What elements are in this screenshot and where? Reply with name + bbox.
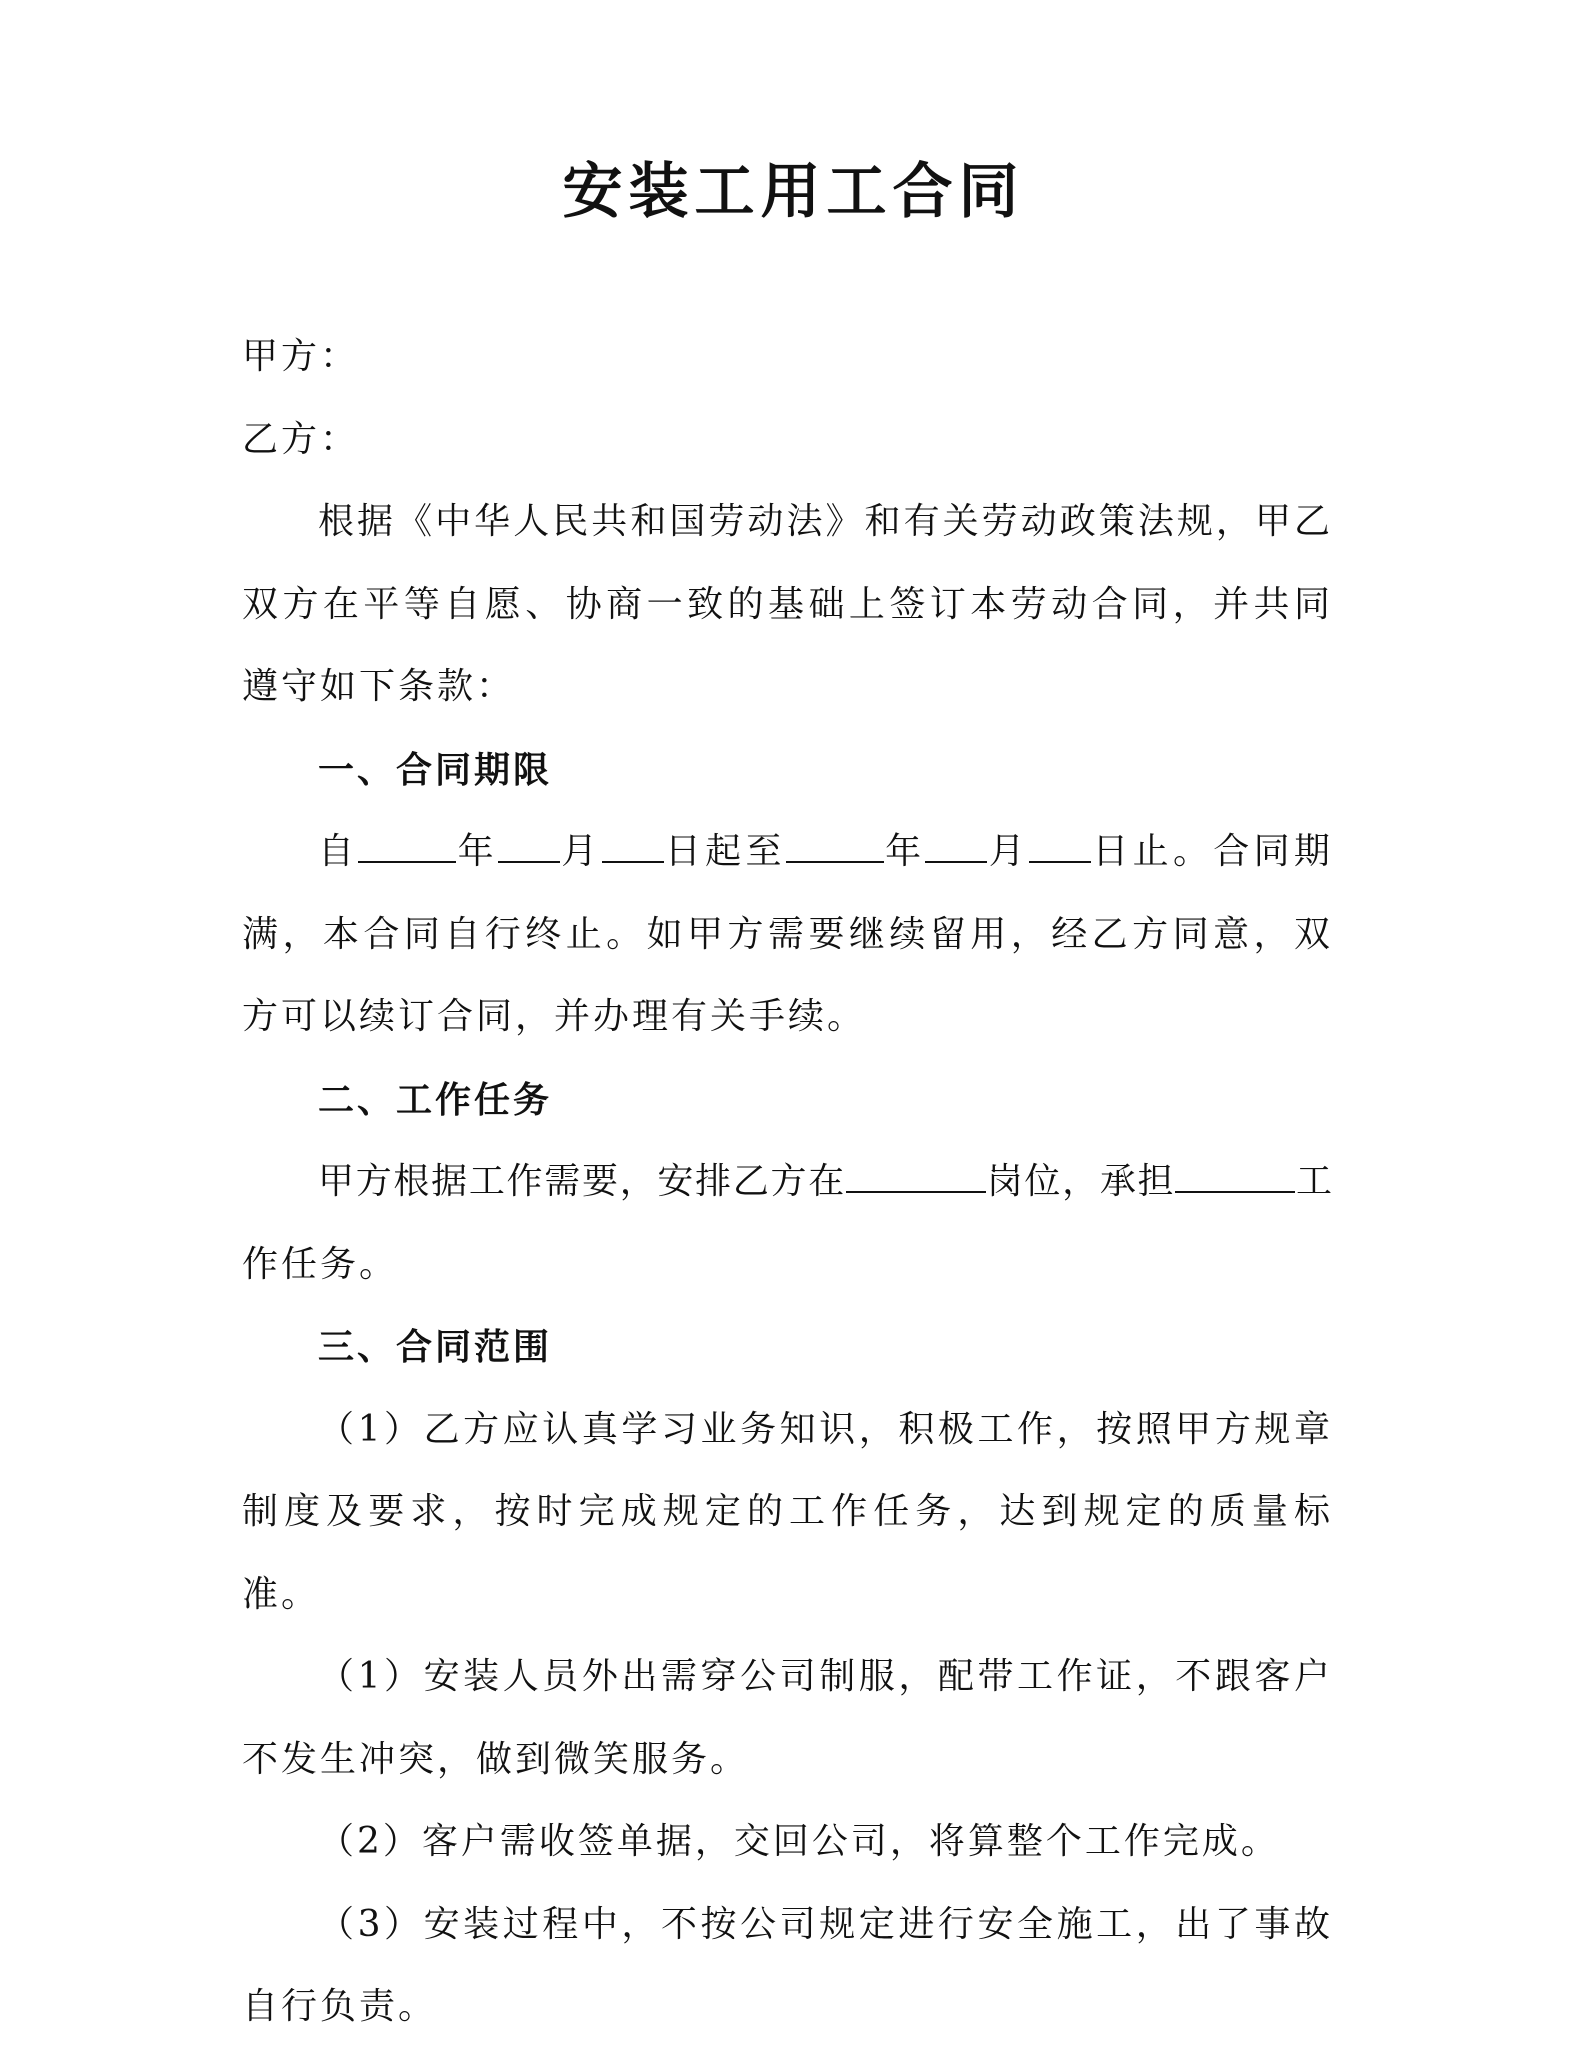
task-line-2: 作任务。 [242,1243,399,1285]
start-month-blank[interactable] [498,831,560,863]
start-day-blank[interactable] [602,831,664,863]
day-from-label: 日起至 [663,831,786,872]
month-label: 月 [559,831,602,872]
party-a-label: 甲方： [242,336,360,377]
year-label: 年 [456,831,498,872]
task-text-3: 工 [1295,1161,1333,1202]
preamble: 根据《中华人民共和国劳动法》和有关劳动政策法规，甲乙双方在平等自愿、协商一致的基础上签订本劳动合同，并共同遵守如下条款： [242,501,1333,707]
end-day-blank[interactable] [1029,831,1091,863]
day-to-label: 日止。合同期 [1091,831,1333,872]
year-label-2: 年 [883,831,926,872]
document-title: 安装工用工合同 [562,157,1025,227]
task-blank[interactable] [1175,1161,1295,1193]
scope-item: （1）安装人员外出需穿公司制服，配带工作证，不跟客户不发生冲突，做到微笑服务。 [242,1656,1333,1780]
start-year-blank[interactable] [358,831,456,863]
scope-item: （2）客户需收签单据，交回公司，将算整个工作完成。 [318,1821,1280,1862]
party-b-label: 乙方： [242,418,360,460]
section-heading-term: 一、合同期限 [318,748,553,791]
task-text-2: 岗位，承担 [985,1161,1176,1202]
month-label-2: 月 [987,831,1030,872]
task-line [242,1141,1333,1224]
scope-item: （3）安装过程中，不按公司规定进行安全施工，出了事故自行负责。 [242,1903,1333,2027]
term-from: 自 [318,831,359,872]
scope-item: （1）乙方应认真学习业务知识，积极工作，按照甲方规章制度及要求，按时完成规定的工作任务，达到规定的质量标准。 [242,1408,1333,1615]
section-heading-task: 二、工作任务 [318,1078,553,1121]
term-dates-line [242,811,1333,894]
end-year-blank[interactable] [786,831,884,863]
contract-body [242,316,1333,2049]
position-blank[interactable] [846,1161,986,1193]
end-month-blank[interactable] [925,831,987,863]
section-heading-scope: 三、合同范围 [318,1326,553,1368]
task-text-1: 甲方根据工作需要，安排乙方在 [318,1161,846,1202]
term-continuation: 满，本合同自行终止。如甲方需要继续留用，经乙方同意，双方可以续订合同，并办理有关手续。 [242,913,1333,1037]
